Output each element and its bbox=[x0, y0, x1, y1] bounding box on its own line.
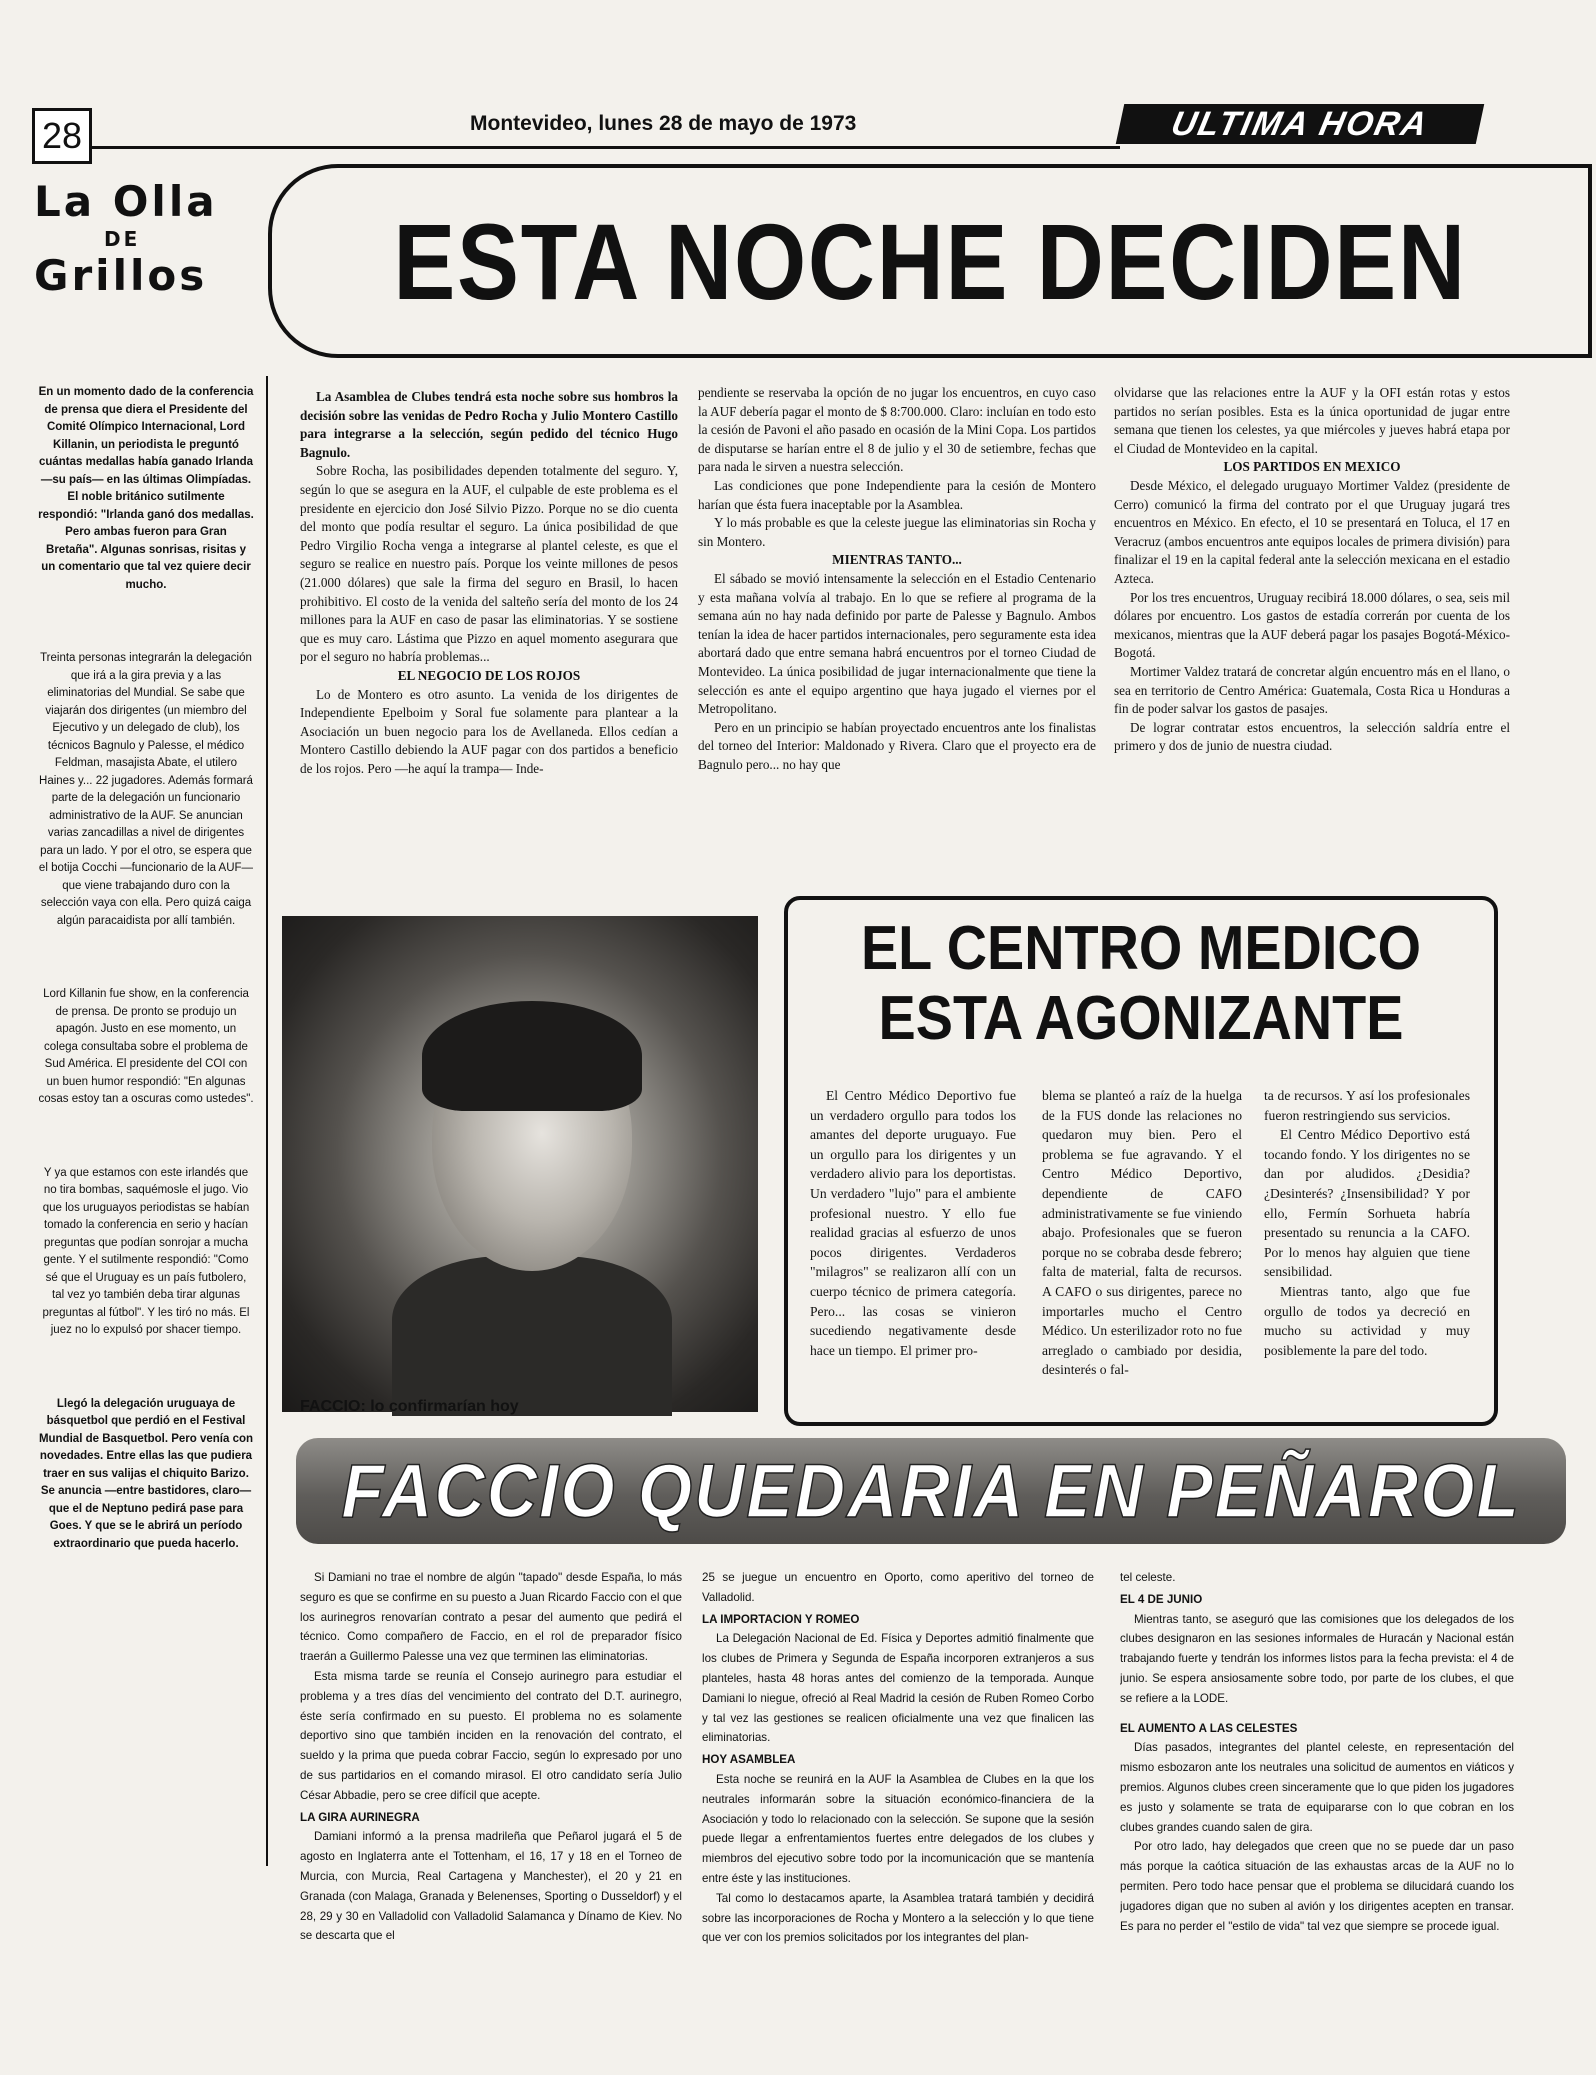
article-subheading: EL AUMENTO A LAS CELESTES bbox=[1120, 1721, 1298, 1735]
article-paragraph: blema se planteó a raíz de la huelga de la FUS donde las relaciones no quedaron muy bien. Pero el problema se fue agravando. Y el Centro Médico Deportivo, dependiente de CAFO administrativamente se fue viniendo abajo. Profesionales que se fueron porque no se cobraba desde febrero; falta de material, falta de recursos. A CAFO o sus dirigentes, parece no importarles mucho el Centro Médico. Un esterilizador roto no fue arreglado o cambiado por desidia, desinterés o fal- bbox=[1042, 1088, 1242, 1378]
article-paragraph: El Centro Médico Deportivo fue un verdadero orgullo para todos los amantes del deporte uruguayo. Fue un orgullo para los dirigentes y un verdadero alivio para los deportistas. Un verdadero "lujo" para el ambiente profesional nuestro. Y ello fue realidad gracias al esfuerzo de unos pocos dirigentes. Verdaderos "milagros" se realizaron allí con un cuerpo técnico de primera categoría. Pero... las cosas se vinieron sucediendo negativamente desde hace un tiempo. El primer pro- bbox=[810, 1088, 1016, 1358]
faccio-column-2 bbox=[702, 1568, 1094, 2018]
article-paragraph: Lo de Montero es otro asunto. La venida de los dirigentes de Independiente Epelboim y Soral fue solamente para plantear a la Asociación un buen negocio para los de Avellaneda. Ellos cedían a Montero Castillo debiendo la AUF pagar con dos partidos a beneficio de los rojos. Pero —he aquí la trampa— Inde- bbox=[300, 686, 678, 776]
article-paragraph: Tal como lo destacamos aparte, la Asamblea tratará también y decidirá sobre las incorporaciones de Rocha y Montero a la selección y lo que tiene que ver con los premios solicitados por los integrantes del plan- bbox=[702, 1891, 1094, 1945]
sidebar-divider bbox=[266, 376, 268, 1866]
centro-medico-headline-line2: ESTA AGONIZANTE bbox=[878, 984, 1404, 1053]
article-paragraph: Si Damiani no trae el nombre de algún "tapado" desde España, lo más seguro es que se confirme en su puesto a Juan Ricardo Faccio con el que los aurinegros renovarían contrato a pesar del aumento que pedirá el técnico. Como compañero de Faccio, en el rol de preparador físico traerán a Guillermo Palesse una vez que terminen las eliminatorias. bbox=[300, 1571, 682, 1664]
article-paragraph: olvidarse que las relaciones entre la AUF y la OFI están rotas y estos partidos no serían posibles. Esta es la única oportunidad de jugar entre semana que tienen los celestes, ya que miércoles y jueves habrá etapa por el Ciudad de Montevideo en la capital. bbox=[1114, 385, 1510, 456]
lead-headline: ESTA NOCHE DECIDEN bbox=[393, 200, 1467, 322]
sidebar-item: Llegó la delegación uruguaya de básquetbol que perdió en el Festival Mundial de Basquetbol. Pero venía con novedades. Entre ellas las que pudiera traer en sus valijas el chiquito Barizo. Se anuncia —entre bastidores, claro— que el de Neptuno pedirá pase para Goes. Y que se le abrirá un período extraordinario que pueda hacerlo. bbox=[38, 1397, 254, 1550]
article-paragraph: Sobre Rocha, las posibilidades dependen totalmente del seguro. Y, según lo que se asegura en la AUF, el culpable de este problema es el presidente en ejercicio don José Silvio Pizzo. Porque no se dio cuenta del monto que podía resultar el seguro. La única posibilidad de que Pedro Virgilio Rocha venga a integrarse al plantel celeste, es que el seguro se realice en nuestro país. Porque los veinte millones de pesos (21.000 dólares) que sale la firma del seguro en Brasil, lo hacen prohibitivo. El costo de la venida del salteño sería del monto de los 24 millones para la AUF en caso de pasar las eliminatorias. Y se sostiene que es muy caro. Lástima que Pizzo en aquel momento asegurara que por el seguro no habría problemas... bbox=[300, 463, 678, 665]
article-paragraph: Esta noche se reunirá en la AUF la Asamblea de Clubes en la que los neutrales informarán sobre la situación económico-financiera de la Asociación y todo lo relacionado con la selección. Se supone que la sesión puede llegar a enfrentamientos fuertes entre delegados de los clubes y miembros del ejecutivo sobre todo por la incomunicación que se mantenía entre éste y las instituciones. bbox=[702, 1772, 1094, 1885]
article-subheading: EL NEGOCIO DE LOS ROJOS bbox=[397, 667, 581, 683]
olla-logo-line1: La Olla bbox=[34, 177, 218, 226]
article-paragraph: El Centro Médico Deportivo está tocando fondo. Y los dirigentes no se dan por aludidos. ¿Desidia? ¿Desinterés? ¿Insensibilidad? Y por ello, Fermín Sorhueta habría presentado su renuncia a la CAFO. Por lo menos hay alguien que tiene sensibilidad. bbox=[1264, 1127, 1470, 1280]
article-paragraph: Damiani informó a la prensa madrileña que Peñarol jugará el 5 de agosto en Inglaterra ante el Tottenham, el 16, 17 y 18 en el Torneo de Murcia, con Murcia, Real Cartagena y Manchester), el 20 y 21 en Granada (con Malaga, Granada y Belenenses, Sporting o Dusseldorf) y el 28, 29 y 30 en Valladolid con Valladolid Salamanca y Dínamo de Kiev. No se descarta que el bbox=[300, 1830, 682, 1943]
faccio-portrait-photo bbox=[282, 916, 758, 1412]
article-paragraph: pendiente se reservaba la opción de no jugar los encuentros, en cuyo caso la AUF debería pagar el monto de $ 8:700.000. Claro: incluían en todo esto la cesión de Pavoni el año pasado en ocasión de la Mini Copa. Los partidos de disputarse se harían entre el 8 de julio y el 30 de setiembre, fechas que para nada le sirven a nuestra selección. bbox=[698, 385, 1096, 475]
photo-caption: FACCIO: lo confirmarían hoy bbox=[300, 1398, 519, 1415]
article-paragraph: Y lo más probable es que la celeste juegue las eliminatorias sin Rocha y sin Montero. bbox=[698, 515, 1096, 549]
article-paragraph: La Asamblea de Clubes tendrá esta noche sobre sus hombros la decisión sobre las venidas de Pedro Rocha y Julio Montero Castillo para integrarse a la selección, según pedido del técnico Hugo Bagnulo. bbox=[300, 389, 678, 460]
article-paragraph: La Delegación Nacional de Ed. Física y Deportes admitió finalmente que los clubes de Primera y Segunda de España incorporen extranjeros a sus planteles, hasta 48 horas antes del comienzo de la temporada. Aunque Damiani lo niegue, ofreció al Real Madrid la cesión de Ruben Romeo Corbo y tal vez las gestiones se realicen oficialmente una vez que finalicen las eliminatorias. bbox=[702, 1632, 1094, 1745]
newspaper-logo: ULTIMA HORA bbox=[1116, 104, 1485, 144]
sidebar-item: Y ya que estamos con este irlandés que no tira bombas, saquémosle el jugo. Vio que los uruguayos periodistas se habían tomado la conferencia en serio y hacían preguntas que podían sonrojar a mucha gente. Y el sutilmente respondió: "Como sé que el Uruguay es un país futbolero, tal vez yo también deba tirar algunas preguntas al fútbol". Y les tiró no más. El juez no lo expulsó por shacer tiempo. bbox=[42, 1166, 250, 1336]
article-paragraph: Esta misma tarde se reunía el Consejo aurinegro para estudiar el problema y a tres días del vencimiento del contrato del D.T. aurinegro, éste sería confirmado en su puesto. El problema no es solamente deportivo sino que también inciden en la renovación del contrato, el sueldo y la prima que pueda cobrar Faccio, según lo expresado por uno de sus partidarios en el comando mirasol. El otro candidato sería Julio César Abbadie, pero se cree difícil que acepte. bbox=[300, 1669, 682, 1802]
article-subheading: MIENTRAS TANTO... bbox=[832, 552, 962, 568]
article-subheading: EL 4 DE JUNIO bbox=[1120, 1592, 1203, 1606]
article-paragraph: Por otro lado, hay delegados que creen que no se puede dar un paso más porque la caótica situación de las exhaustas arcas de la AUF no lo permiten. Pero todo hace pensar que el problema se dilucidará cuando los jugadores digan que no suben al avión y los dirigentes acepten en transar. Es para no perder el "estilo de vida" tal vez que siempre se procede igual. bbox=[1120, 1840, 1514, 1933]
article-paragraph: Mientras tanto, algo que fue orgullo de todos ya decreció en mucho su actividad y muy posiblemente la pare del todo. bbox=[1264, 1283, 1470, 1358]
olla-logo-line3: Grillos bbox=[34, 251, 208, 300]
masthead-rule bbox=[90, 146, 1120, 149]
lead-headline-box bbox=[268, 164, 1592, 358]
olla-logo-line2: DE bbox=[104, 227, 141, 251]
lead-column-1 bbox=[300, 388, 678, 876]
faccio-column-3 bbox=[1120, 1568, 1514, 2018]
centro-medico-column-1 bbox=[810, 1086, 1016, 1412]
faccio-headline: FACCIO QUEDARIA EN PEÑAROL bbox=[341, 1448, 1521, 1534]
centro-medico-column-2 bbox=[1042, 1086, 1242, 1412]
article-paragraph: 25 se juegue un encuentro en Oporto, como aperitivo del torneo de Valladolid. bbox=[702, 1571, 1094, 1604]
lead-column-2 bbox=[698, 384, 1096, 880]
article-subheading: LA IMPORTACION Y ROMEO bbox=[702, 1612, 860, 1626]
centro-medico-box bbox=[784, 896, 1498, 1426]
article-paragraph: tel celeste. bbox=[1120, 1571, 1176, 1584]
faccio-column-1 bbox=[300, 1568, 682, 2018]
dateline: Montevideo, lunes 28 de mayo de 1973 bbox=[470, 112, 857, 135]
article-paragraph: Mientras tanto, se aseguró que las comisiones que los delegados de los clubes designaron en las sesiones informales de Huracán y Nacional están trabajando fuerte y tendrán los informes listos para la fecha prevista: el 4 de junio. Se espera ansiosamente sobre todo, por parte de los clubes, el que se refiere a la LODE. bbox=[1120, 1612, 1514, 1705]
photo-shape bbox=[422, 1001, 642, 1111]
article-paragraph: El sábado se movió intensamente la selección en el Estadio Centenario y esta mañana volvía al trabajo. En lo que se refiere al programa de la semana aún no hay nada definido por parte de Palesse y Bagnulo. Ambos tenían la idea de hacer partidos internacionales, pero seguramente esta idea abortará dado que entre semana habrá encuentros por el torneo Ciudad de Montevideo. La única posibilidad de jugar internacionalmente que tiene la selección es ante el equipo argentino que haya jugado el viernes por el Metropolitano. bbox=[698, 570, 1096, 717]
article-paragraph: De lograr contratar estos encuentros, la selección saldría entre el primero y dos de junio de nuestra ciudad. bbox=[1114, 719, 1510, 754]
lead-column-3 bbox=[1114, 384, 1510, 876]
article-paragraph: Por los tres encuentros, Uruguay recibirá 18.000 dólares, o sea, seis mil dólares por encuentro. Los gastos de estadía correrán por cuenta de los mexicanos, mientras que la AUF deberá pagar los pasajes Bogotá-México-Bogotá. bbox=[1114, 589, 1510, 661]
sidebar-item: Lord Killanin fue show, en la conferencia de prensa. De pronto se produjo un apagón. Justo en ese momento, un colega consultaba sobre el problema de Sud América. El presidente del COI con un buen humor respondió: "En algunas cosas estoy tan a oscuras como ustedes". bbox=[38, 988, 254, 1105]
sidebar-item: Treinta personas integrarán la delegación que irá a la gira previa y a las eliminatorias del Mundial. Se sabe que viajarán dos dirigentes (un miembro del Ejecutivo y un delegado de club), los técnicos Bagnulo y Palesse, el médico Feldman, masajista Abate, el utilero Haines y... 22 jugadores. Además formará parte de la delegación un funcionario administrativo de la AUF. Se anuncian varias zancadillas a nivel de dirigentes para un lado. Y por el otro, se espera que el botija Cocchi —funcionario de la AUF— que viene trabajando duro con la selección vaya con ella. Pero quizá caiga algún paracaidista por allí también. bbox=[38, 652, 254, 927]
article-subheading: LA GIRA AURINEGRA bbox=[300, 1810, 420, 1824]
article-subheading: LOS PARTIDOS EN MEXICO bbox=[1223, 459, 1401, 475]
article-paragraph: Días pasados, integrantes del plantel celeste, en representación del mismo esbozaron ante los neutrales una solicitud de aumentos en viáticos y premios. Algunos clubes creen sinceramente que lo que piden los jugadores es justo y solamente se trata de equipararse con lo que cobran en los clubes grandes cuando salen de gira. bbox=[1120, 1741, 1514, 1834]
article-paragraph: Pero en un principio se habían proyectado encuentros ante los finalistas del torneo del Interior: Maldonado y Rivera. Claro que el proyecto era de Bagnulo pero... no hay que bbox=[698, 719, 1096, 772]
article-paragraph: ta de recursos. Y así los profesionales fueron restringiendo sus servicios. bbox=[1264, 1088, 1470, 1123]
centro-medico-headline-line1: EL CENTRO MEDICO bbox=[860, 914, 1422, 983]
photo-shape bbox=[392, 1256, 672, 1416]
centro-medico-column-3 bbox=[1264, 1086, 1470, 1412]
centro-medico-headline bbox=[823, 914, 1458, 1054]
article-subheading: HOY ASAMBLEA bbox=[702, 1753, 796, 1767]
column-logo-olla-de-grillos bbox=[34, 176, 262, 346]
page-number: 28 bbox=[32, 108, 92, 164]
sidebar-item: En un momento dado de la conferencia de prensa que diera el Presidente del Comité Olímpico Internacional, Lord Killanin, un periodista le preguntó cuántas medallas había ganado Irlanda —su país— en las últimas Olimpíadas. El noble británico sutilmente respondió: "Irlanda ganó dos medallas. Pero ambas fueron para Gran Bretaña". Algunas sonrisas, risitas y un comentario que tal vez quiere decir mucho. bbox=[38, 386, 254, 591]
sidebar-column bbox=[38, 384, 254, 1609]
article-paragraph: Las condiciones que pone Independiente para la cesión de Montero harían que ésta fuera inaceptable por la Asamblea. bbox=[698, 477, 1096, 512]
article-paragraph: Desde México, el delegado uruguayo Mortimer Valdez (presidente de Cerro) comunicó la firma del contrato por el que Uruguay jugará tres encuentros en México. En efecto, el 10 se presentará en Toluca, el 17 en Veracruz (ambos encuentros ante equipos locales de primera división) para finalizar el 19 en la capital federal ante la selección mexicana en el estadio Azteca. bbox=[1114, 477, 1510, 586]
faccio-headline-banner bbox=[296, 1438, 1566, 1544]
article-paragraph: Mortimer Valdez tratará de concretar algún encuentro más en el llano, o sea en territorio de Centro América: Guatemala, Costa Rica u Honduras a fin de poder salvar los gastos de pasajes. bbox=[1114, 663, 1510, 717]
